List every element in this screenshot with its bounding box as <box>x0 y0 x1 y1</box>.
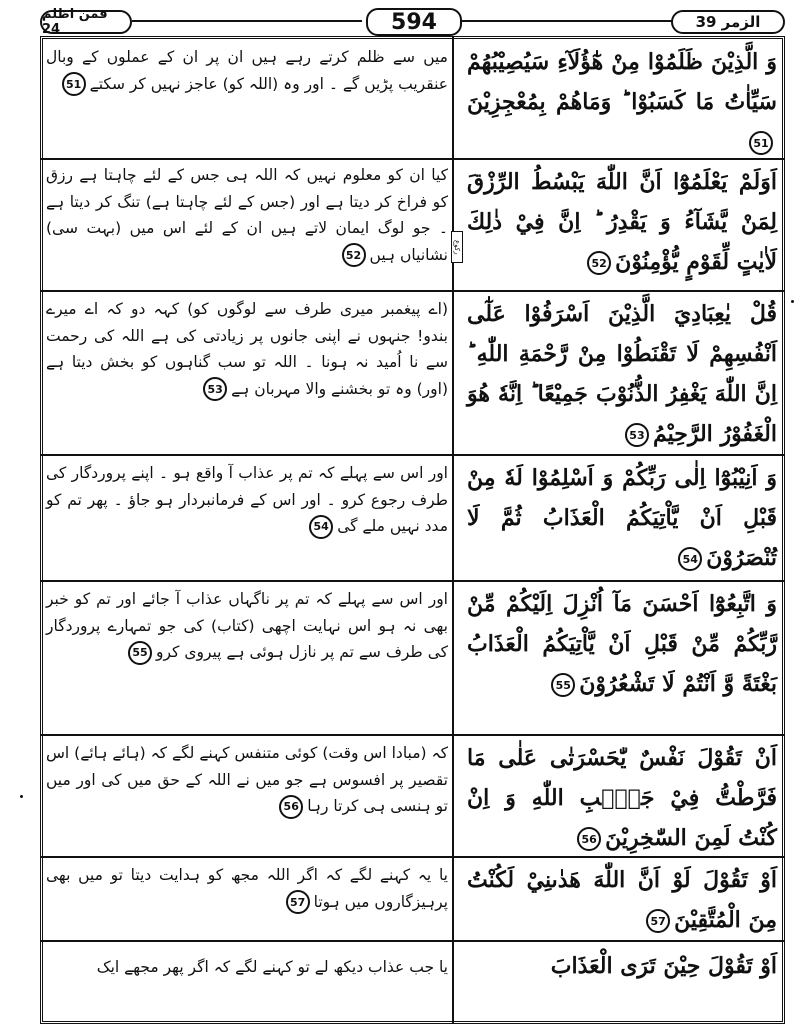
page-number: 594 <box>366 8 462 36</box>
urdu-translation: میں سے ظلم کرتے رہے ہیں ان پر ان کے عملوں کے وبال عنقریب پڑیں گے ۔ اور وہ (اللہ کو) عاجز نہیں کر سکتے51 <box>46 44 448 97</box>
para-name-label: فمن اظلم 24 <box>40 10 132 34</box>
verse-block-53 <box>40 292 785 454</box>
verse-number-badge: 51 <box>62 72 86 96</box>
header-rule-left <box>132 20 362 22</box>
header-rule-right <box>462 20 672 22</box>
verse-number-badge: 51 <box>749 131 773 155</box>
verse-number-badge: 56 <box>577 827 601 851</box>
scan-speck <box>791 300 794 303</box>
arabic-text: قُلْ يٰعِبَادِيَ الَّذِيْنَ اَسْرَفُوْا عَلٰٓى اَنْفُسِهِمْ لَا تَقْنَطُوْا مِنْ رَّحْمَةِ اللّٰهِ ؕ اِنَّ اللّٰهَ يَغْفِرُ الذُّنُوْبَ جَمِيْعًا ؕ اِنَّهٗ هُوَ الْغَفُوْرُ الرَّحِيْمُ53 <box>467 301 777 447</box>
scan-speck <box>20 795 23 798</box>
verse-number-badge: 54 <box>678 547 702 571</box>
verse-number-badge: 52 <box>587 251 611 275</box>
verse-block-56 <box>40 736 785 856</box>
urdu-translation: (اے پیغمبر میری طرف سے لوگوں کو) کہہ دو کہ اے میرے بندو! جنہوں نے اپنی جانوں پر زیادتی کی ہے اللہ کی رحمت سے نا اُمید نہ ہونا ۔ اللہ تو سب گناہوں کو بخش دیتا ہے (اور) وہ تو بخشنے والا مہربان ہے53 <box>46 296 448 402</box>
verse-number-badge: 55 <box>551 673 575 697</box>
urdu-translation: کیا ان کو معلوم نہیں کہ اللہ ہی جس کے لئے چاہتا ہے رزق کو فراخ کر دیتا ہے اور (جس کے لئے چاہتا ہے) تنگ کر دیتا ہے ۔ جو لوگ ایمان لاتے ہیں ان کے لئے اس میں (بہت سی) نشانیاں ہیں52 <box>46 162 448 268</box>
verse-block-55 <box>40 582 785 734</box>
surah-name-label: الزمر 39 <box>671 10 785 34</box>
verse-block-51 <box>40 40 785 158</box>
verse-number-badge: 55 <box>128 641 152 665</box>
urdu-translation: یا یہ کہنے لگے کہ اگر اللہ مجھ کو ہدایت دیتا تو میں بھی پرہیزگاروں میں ہوتا57 <box>46 862 448 915</box>
ruku-marker: رکوع <box>451 231 463 263</box>
arabic-text: وَ اَنِيْبُوْٓا اِلٰى رَبِّكُمْ وَ اَسْلِمُوْا لَهٗ مِنْ قَبْلِ اَنْ يَّاْتِيَكُمُ الْعَذَابُ ثُمَّ لَا تُنْصَرُوْنَ54 <box>467 465 777 571</box>
verse-block-57 <box>40 858 785 940</box>
verse-number-badge: 54 <box>309 515 333 539</box>
arabic-text: وَ اتَّبِعُوْٓا اَحْسَنَ مَآ اُنْزِلَ اِلَيْكُمْ مِّنْ رَّبِّكُمْ مِّنْ قَبْلِ اَنْ يَّاْتِيَكُمُ الْعَذَابُ بَغْتَةً وَّ اَنْتُمْ لَا تَشْعُرُوْنَ55 <box>467 591 777 697</box>
arabic-text: اَنْ تَقُوْلَ نَفْسٌ يّٰحَسْرَتٰى عَلٰى مَا فَرَّطْتُّ فِيْ جَنْۢبِ اللّٰهِ وَ اِنْ كُنْتُ لَمِنَ السّٰخِرِيْنَ56 <box>467 745 777 851</box>
verse-number-badge: 53 <box>203 377 227 401</box>
arabic-text: اَوْ تَقُوْلَ حِيْنَ تَرَى الْعَذَابَ <box>550 953 777 979</box>
verse-number-badge: 52 <box>342 243 366 267</box>
verse-number-badge: 57 <box>286 890 310 914</box>
urdu-translation: اور اس سے پہلے کہ تم پر ناگہاں عذاب آ جائے اور تم کو خبر بھی نہ ہو اس نہایت اچھی (کتاب) کی جو تمہارے پروردگار کی طرف سے تم پر نازل ہوئی ہے پیروی کرو55 <box>46 586 448 666</box>
verse-block-58-start <box>40 942 785 1020</box>
arabic-text: اَوَلَمْ يَعْلَمُوْٓا اَنَّ اللّٰهَ يَبْسُطُ الرِّزْقَ لِمَنْ يَّشَآءُ وَ يَقْدِرُ ؕ اِنَّ فِيْ ذٰلِكَ لَاٰيٰتٍ لِّقَوْمٍ يُّؤْمِنُوْنَ52 <box>467 169 777 275</box>
verse-number-badge: 56 <box>279 795 303 819</box>
urdu-translation: کہ (مبادا اس وقت) کوئی متنفس کہنے لگے کہ (ہائے ہائے) اس تقصیر پر افسوس ہے جو میں نے اللہ کے حق میں کی اور میں تو ہنسی ہی کرتا رہا56 <box>46 740 448 820</box>
urdu-translation: اور اس سے پہلے کہ تم پر عذاب آ واقع ہو ۔ اپنے پروردگار کی طرف رجوع کرو ۔ اور اس کے فرمانبردار ہو جاؤ ۔ پھر تم کو مدد نہیں ملے گی54 <box>46 460 448 540</box>
urdu-translation: یا جب عذاب دیکھ لے تو کہنے لگے کہ اگر پھر مجھے ایک <box>96 958 448 976</box>
page-header <box>40 7 785 37</box>
verse-block-54 <box>40 456 785 580</box>
verse-number-badge: 53 <box>625 423 649 447</box>
arabic-text: وَ الَّذِيْنَ ظَلَمُوْا مِنْ هٰٓؤُلَآءِ سَيُصِيْبُهُمْ سَيِّاٰتُ مَا كَسَبُوْا ؕ وَمَاهُمْ بِمُعْجِزِيْنَ51 <box>467 42 777 162</box>
verse-number-badge: 57 <box>646 909 670 933</box>
verse-block-52 <box>40 160 785 290</box>
arabic-text: اَوْ تَقُوْلَ لَوْ اَنَّ اللّٰهَ هَدٰىنِيْ لَكُنْتُ مِنَ الْمُتَّقِيْنَ57 <box>467 867 777 933</box>
